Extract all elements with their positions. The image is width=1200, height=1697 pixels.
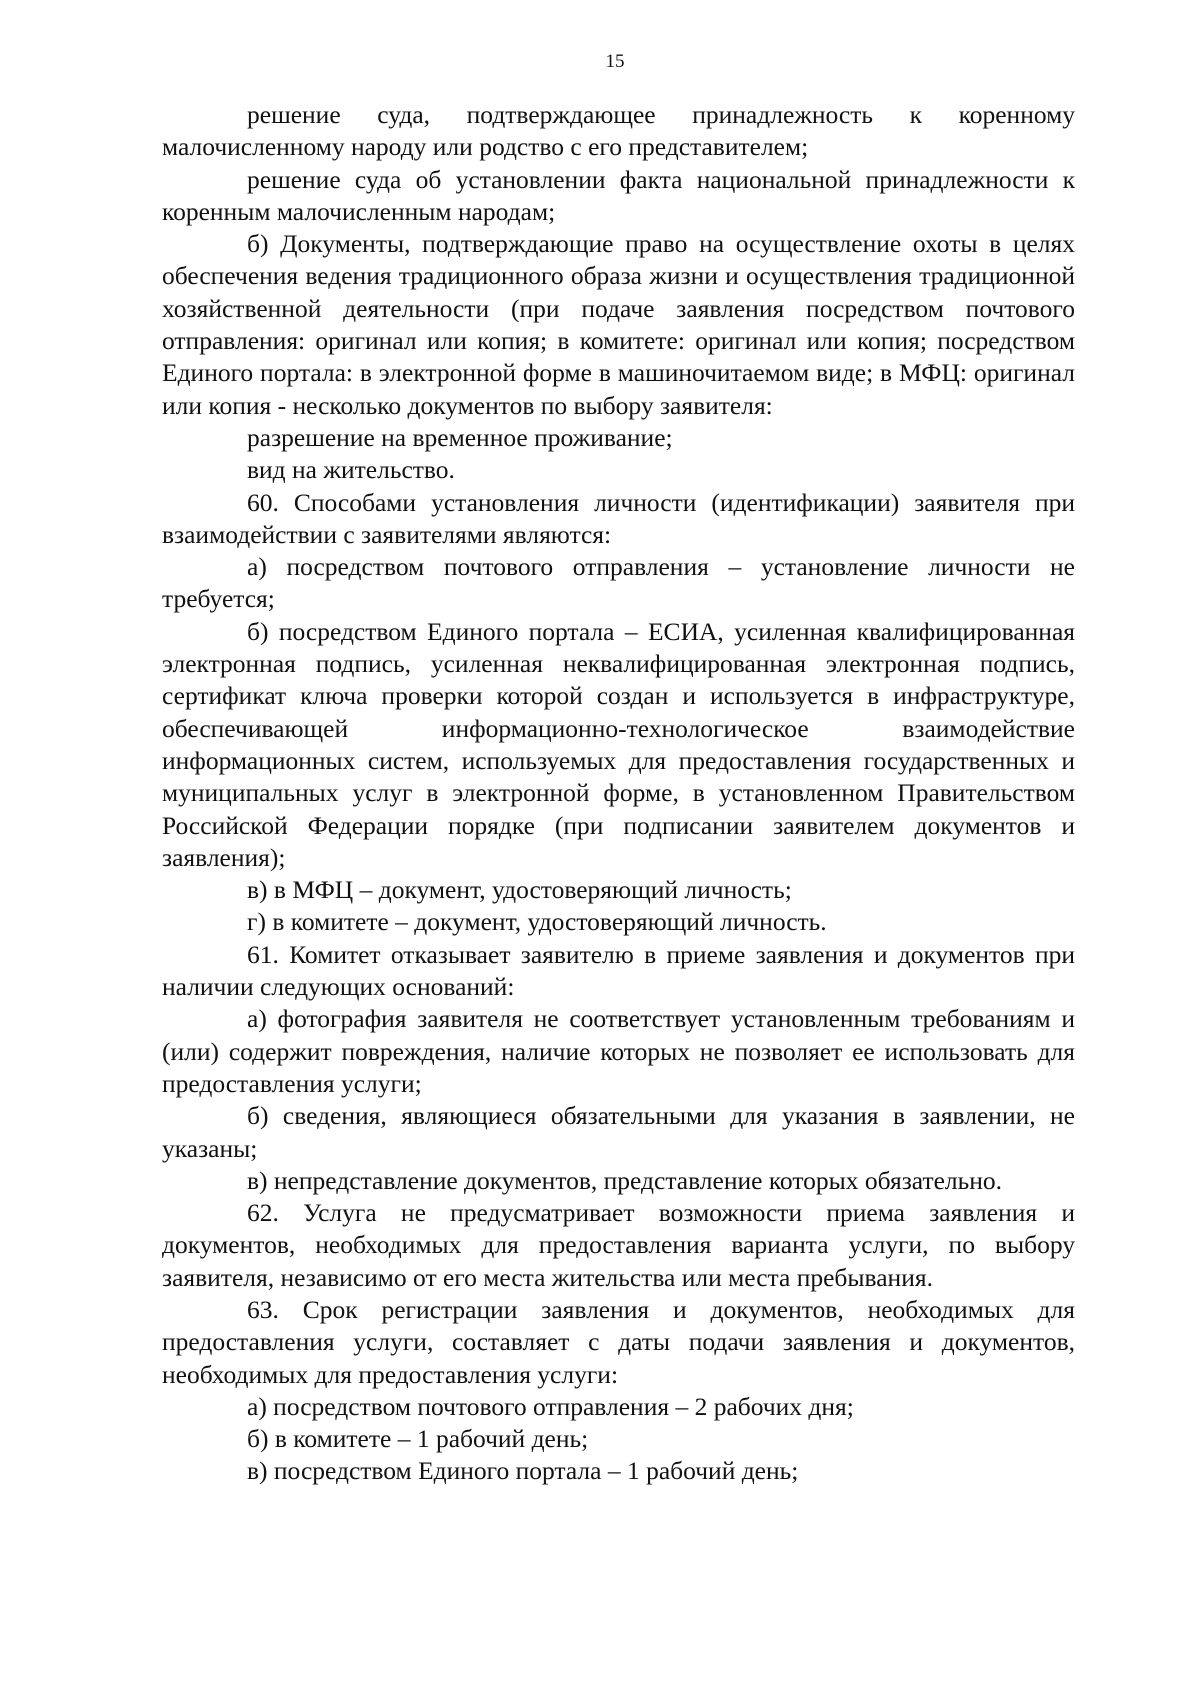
- document-body: [162, 99, 1075, 1488]
- paragraph: б) сведения, являющиеся обязательными для указания в заявлении, не указаны;: [162, 1101, 1075, 1163]
- paragraph: решение суда, подтверждающее принадлежность к коренному малочисленному народу или родство с его представителем;: [162, 100, 1075, 162]
- paragraph: а) фотография заявителя не соответствует установленным требованиям и (или) содержит повреждения, наличие которых не позволяет ее использовать для предоставления услуги;: [162, 1004, 1075, 1098]
- paragraph: а) посредством почтового отправления – 2 рабочих дня;: [247, 1391, 854, 1421]
- paragraph: а) посредством почтового отправления – установление личности не требуется;: [162, 552, 1075, 614]
- paragraph: в) непредставление документов, представление которых обязательно.: [247, 1165, 1003, 1195]
- paragraph: вид на жительство.: [247, 455, 455, 485]
- paragraph: б) в комитете – 1 рабочий день;: [247, 1424, 589, 1454]
- paragraph: б) Документы, подтверждающие право на осуществление охоты в целях обеспечения ведения традиционного образа жизни и осуществления традиционной хозяйственной деятельности (при подаче заявления посредством почтового отправления: оригинал или копия; в комитете: оригинал или копия; посредством Единого портала: в электронной форме в машиночитаемом виде; в МФЦ: оригинал или копия - несколько документов по выбору заявителя:: [162, 229, 1075, 420]
- paragraph: решение суда об установлении факта национальной принадлежности к коренным малочисленным народам;: [162, 164, 1075, 226]
- paragraph: в) посредством Единого портала – 1 рабочий день;: [247, 1456, 799, 1486]
- paragraph: 62. Услуга не предусматривает возможности приема заявления и документов, необходимых для предоставления варианта услуги, по выбору заявителя, независимо от его места жительства или места пребывания.: [162, 1198, 1075, 1292]
- paragraph: 60. Способами установления личности (идентификации) заявителя при взаимодействии с заявителями являются:: [162, 487, 1075, 549]
- paragraph: в) в МФЦ – документ, удостоверяющий личность;: [247, 875, 792, 905]
- paragraph: 61. Комитет отказывает заявителю в приеме заявления и документов при наличии следующих оснований:: [162, 939, 1075, 1002]
- paragraph: б) посредством Единого портала – ЕСИА, усиленная квалифицированная электронная подпись, усиленная неквалифицированная электронная подпись, сертификат ключа проверки которой создан и используется в инфраструктуре, обеспечивающей информационно-технологическое взаимодействие информационных систем, используемых для предоставления государственных и муниципальных услуг в электронной форме, в установленном Правительством Российской Федерации порядке (при подписании заявителем документов и заявления);: [162, 616, 1075, 872]
- paragraph: разрешение на временное проживание;: [247, 422, 673, 452]
- paragraph: 63. Срок регистрации заявления и документов, необходимых для предоставления услуги, составляет с даты подачи заявления и документов, необходимых для предоставления услуги:: [162, 1294, 1075, 1389]
- paragraph: г) в комитете – документ, удостоверяющий личность.: [247, 907, 827, 937]
- page-number: 15: [605, 51, 625, 72]
